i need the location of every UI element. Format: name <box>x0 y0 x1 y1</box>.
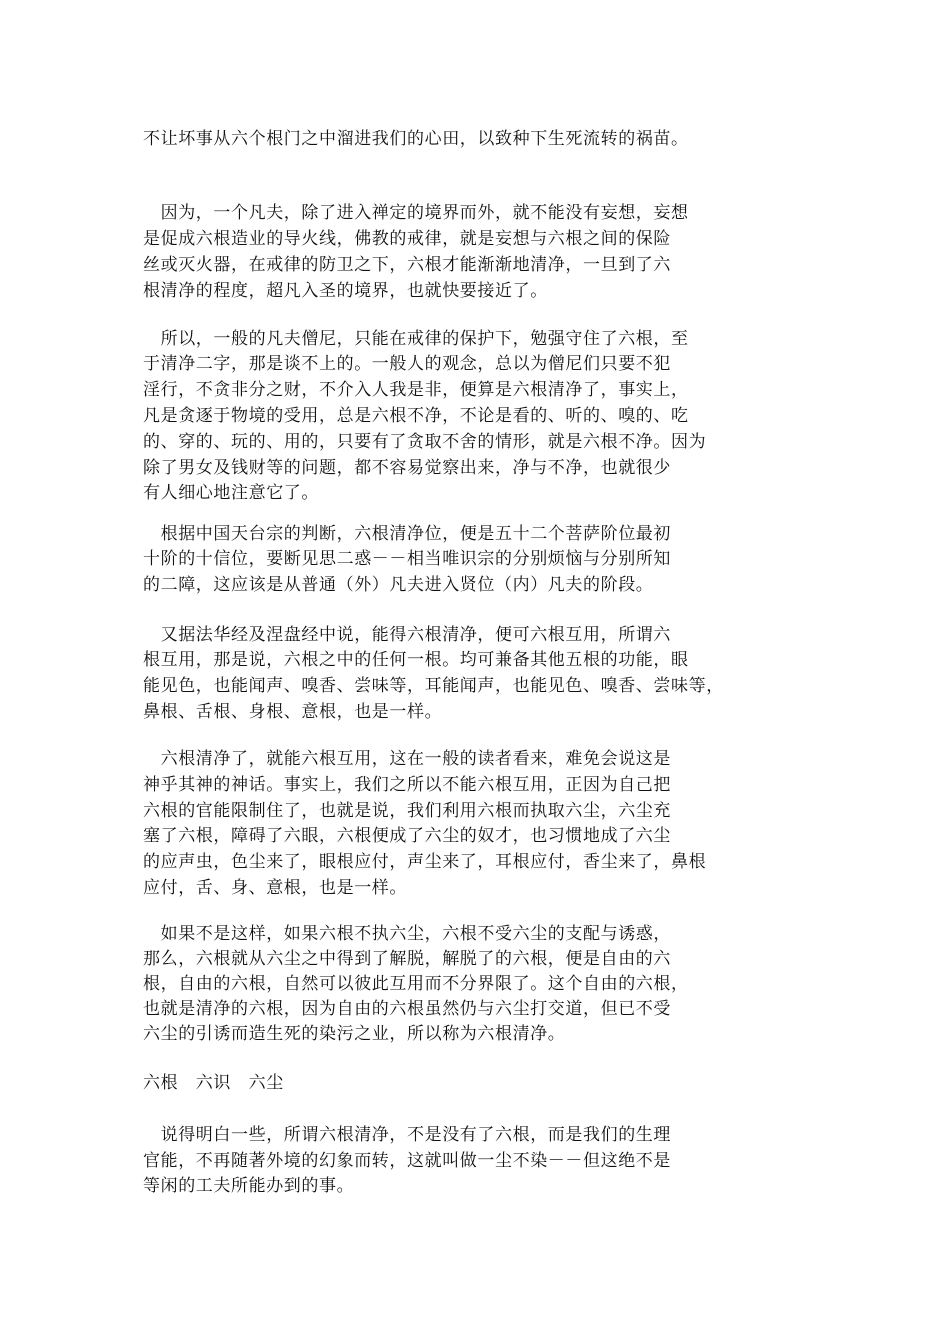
text-line: 六根清净了，就能六根互用，这在一般的读者看来，难免会说这是 <box>143 749 671 769</box>
text-line: 说得明白一些，所谓六根清净，不是没有了六根，而是我们的生理 <box>143 1125 671 1145</box>
text-line: 能见色，也能闻声、嗅香、尝味等，耳能闻声，也能见色、嗅香、尝味等， <box>143 676 724 696</box>
section-heading: 六根 六识 六尘 <box>143 1073 284 1093</box>
text-line: 所以，一般的凡夫僧尼，只能在戒律的保护下，勉强守住了六根，至 <box>143 329 689 349</box>
text-line: 官能，不再随著外境的幻象而转，这就叫做一尘不染－－但这绝不是 <box>143 1151 671 1171</box>
text-line: 六根的官能限制住了，也就是说，我们利用六根而执取六尘，六尘充 <box>143 801 671 821</box>
text-line: 六尘的引诱而造生死的染污之业，所以称为六根清净。 <box>143 1024 566 1044</box>
text-line: 不让坏事从六个根门之中溜进我们的心田，以致种下生死流转的祸苗。 <box>143 129 689 149</box>
text-line: 应付，舌、身、意根，也是一样。 <box>143 878 407 898</box>
text-line: 有人细心地注意它了。 <box>143 483 319 503</box>
text-line: 十阶的十信位，要断见思二惑－－相当唯识宗的分别烦恼与分别所知 <box>143 549 671 569</box>
text-line: 淫行，不贪非分之财，不介入人我是非，便算是六根清净了，事实上， <box>143 380 689 400</box>
text-line: 根据中国天台宗的判断，六根清净位，便是五十二个菩萨阶位最初 <box>143 524 671 544</box>
text-line: 根互用，那是说，六根之中的任何一根。均可兼备其他五根的功能，眼 <box>143 650 689 670</box>
text-line: 也就是清净的六根，因为自由的六根虽然仍与六尘打交道，但已不受 <box>143 999 671 1019</box>
text-line: 丝或灭火器，在戒律的防卫之下，六根才能渐渐地清净，一旦到了六 <box>143 255 671 275</box>
text-line: 如果不是这样，如果六根不执六尘，六根不受六尘的支配与诱惑， <box>143 924 671 944</box>
text-line: 塞了六根，障碍了六眼，六根便成了六尘的奴才，也习惯地成了六尘 <box>143 826 671 846</box>
text-line: 根清净的程度，超凡入圣的境界，也就快要接近了。 <box>143 281 548 301</box>
text-line: 是促成六根造业的导火线，佛教的戒律，就是妄想与六根之间的保险 <box>143 229 671 249</box>
text-line: 于清净二字，那是谈不上的。一般人的观念，总以为僧尼们只要不犯 <box>143 354 671 374</box>
text-line: 鼻根、舌根、身根、意根，也是一样。 <box>143 702 443 722</box>
text-line: 又据法华经及涅盘经中说，能得六根清净，便可六根互用，所谓六 <box>143 625 671 645</box>
text-line: 凡是贪逐于物境的受用，总是六根不净，不论是看的、听的、嗅的、吃 <box>143 406 689 426</box>
text-line: 的二障，这应该是从普通（外）凡夫进入贤位（内）凡夫的阶段。 <box>143 575 654 595</box>
text-line: 神乎其神的神话。事实上，我们之所以不能六根互用，正因为自己把 <box>143 775 671 795</box>
text-line: 的应声虫，色尘来了，眼根应付，声尘来了，耳根应付，香尘来了，鼻根 <box>143 852 707 872</box>
text-line: 的、穿的、玩的、用的，只要有了贪取不舍的情形，就是六根不净。因为 <box>143 432 707 452</box>
text-line: 根，自由的六根，自然可以彼此互用而不分界限了。这个自由的六根， <box>143 974 689 994</box>
text-line: 除了男女及钱财等的问题，都不容易觉察出来，净与不净，也就很少 <box>143 458 671 478</box>
text-line: 因为，一个凡夫，除了进入禅定的境界而外，就不能没有妄想，妄想 <box>143 203 689 223</box>
text-line: 那么，六根就从六尘之中得到了解脱，解脱了的六根，便是自由的六 <box>143 949 671 969</box>
text-line: 等闲的工夫所能办到的事。 <box>143 1176 355 1196</box>
